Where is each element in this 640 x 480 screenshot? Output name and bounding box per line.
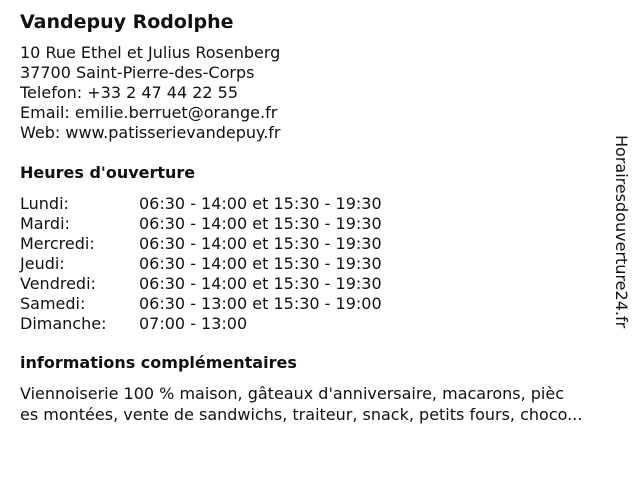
day-hours: 07:00 - 13:00 [139,314,248,333]
day-hours: 06:30 - 14:00 et 15:30 - 19:30 [139,214,382,233]
day-hours: 06:30 - 14:00 et 15:30 - 19:30 [139,254,382,273]
hours-row-mardi [20,214,520,234]
contact-block [20,43,281,143]
day-hours: 06:30 - 13:00 et 15:30 - 19:00 [139,294,382,313]
day-label: Mercredi: [20,234,95,253]
phone[interactable]: Telefon: +33 2 47 44 22 55 [20,83,239,102]
hours-table [20,194,520,334]
business-name: Vandepuy Rodolphe [20,11,234,33]
day-label: Samedi: [20,294,86,313]
hours-row-mercredi [20,234,520,254]
site-watermark[interactable]: Horairesdouverture24.fr [612,135,631,329]
day-label: Mardi: [20,214,70,233]
info-line: es montées, vente de sandwichs, traiteur, snack, petits fours, choco... [20,405,583,424]
info-line: Viennoiserie 100 % maison, gâteaux d'anniversaire, macarons, pièc [20,384,564,403]
hours-row-jeudi [20,254,520,274]
address-city: 37700 Saint-Pierre-des-Corps [20,63,255,82]
info-text [20,383,632,425]
hours-row-lundi [20,194,520,214]
hours-row-dimanche [20,314,520,334]
address-street: 10 Rue Ethel et Julius Rosenberg [20,43,281,62]
hours-row-samedi [20,294,520,314]
day-label: Dimanche: [20,314,107,333]
hours-row-vendredi [20,274,520,294]
day-label: Lundi: [20,194,69,213]
day-hours: 06:30 - 14:00 et 15:30 - 19:30 [139,274,382,293]
hours-heading: Heures d'ouverture [20,163,196,182]
day-hours: 06:30 - 14:00 et 15:30 - 19:30 [139,234,382,253]
email[interactable]: Email: emilie.berruet@orange.fr [20,103,278,122]
website[interactable]: Web: www.patisserievandepuy.fr [20,123,281,142]
day-hours: 06:30 - 14:00 et 15:30 - 19:30 [139,194,382,213]
info-heading: informations complémentaires [20,353,297,372]
day-label: Vendredi: [20,274,96,293]
day-label: Jeudi: [20,254,65,273]
